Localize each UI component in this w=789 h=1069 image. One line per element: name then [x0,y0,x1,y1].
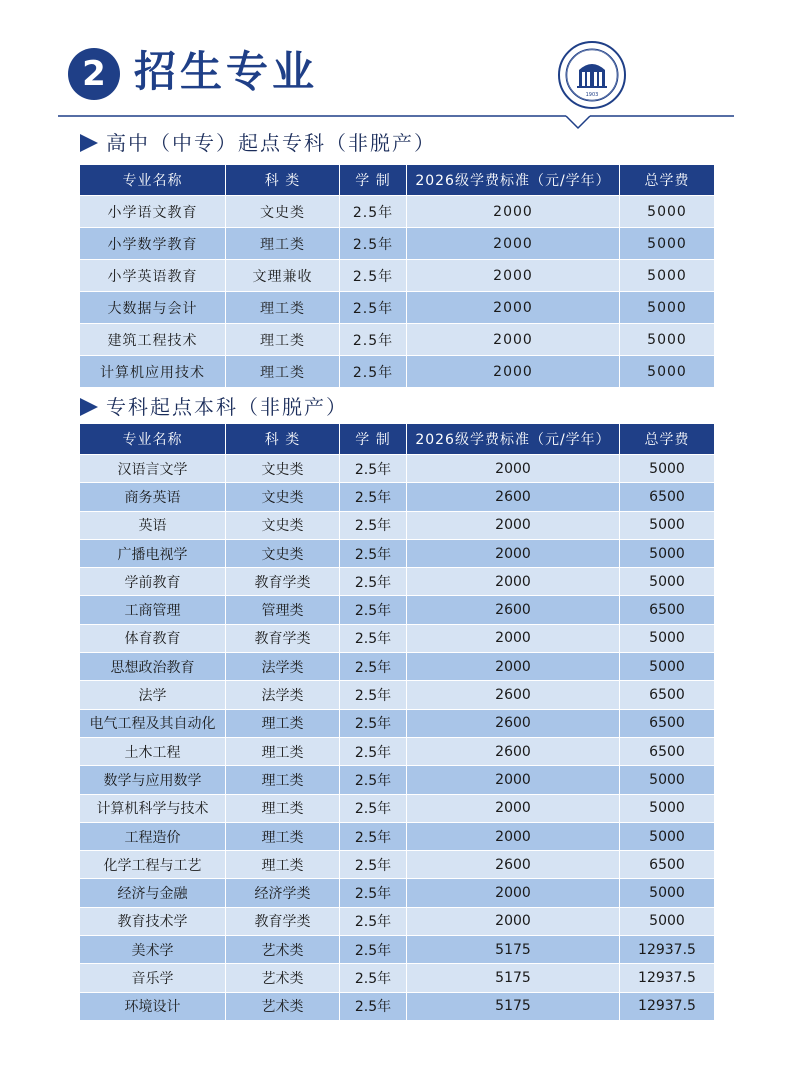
category-cell: 理工类 [226,851,340,879]
category-cell: 艺术类 [226,964,340,992]
section-heading-text: 高中（中专）起点专科（非脱产） [106,131,436,155]
table-row [80,260,714,292]
category-cell: 管理类 [226,596,340,624]
total-fee-cell: 5000 [620,324,714,356]
total-fee-cell: 12937.5 [620,964,714,992]
column-header-category: 科 类 [226,424,340,455]
duration-cell: 2.5年 [340,879,407,907]
annual-fee-cell: 2000 [407,512,620,540]
annual-fee-cell: 2600 [407,710,620,738]
column-header-duration: 学 制 [340,165,407,196]
table-row [80,356,714,388]
major-cell: 学前教育 [80,568,226,596]
total-fee-cell: 6500 [620,681,714,709]
major-cell: 计算机科学与技术 [80,795,226,823]
major-cell: 数学与应用数学 [80,766,226,794]
category-cell: 经济学类 [226,879,340,907]
category-cell: 法学类 [226,681,340,709]
total-fee-cell: 5000 [620,292,714,324]
section-heading-text: 专科起点本科（非脱产） [106,395,348,419]
major-cell: 小学英语教育 [80,260,226,292]
category-cell: 理工类 [226,738,340,766]
annual-fee-cell: 2000 [407,908,620,936]
category-cell: 艺术类 [226,993,340,1021]
duration-cell: 2.5年 [340,625,407,653]
triangle-bullet-icon [80,398,98,416]
major-cell: 经济与金融 [80,879,226,907]
major-cell: 音乐学 [80,964,226,992]
major-cell: 美术学 [80,936,226,964]
table-row [80,908,714,936]
annual-fee-cell: 2000 [407,292,620,324]
total-fee-cell: 5000 [620,356,714,388]
duration-cell: 2.5年 [340,681,407,709]
column-header-annual-fee: 2026级学费标准（元/学年） [407,424,620,455]
annual-fee-cell: 2600 [407,851,620,879]
major-cell: 化学工程与工艺 [80,851,226,879]
table-row [80,851,714,879]
category-cell: 文史类 [226,540,340,568]
category-cell: 理工类 [226,324,340,356]
duration-cell: 2.5年 [340,324,407,356]
annual-fee-cell: 2000 [407,625,620,653]
total-fee-cell: 5000 [620,766,714,794]
annual-fee-cell: 2000 [407,455,620,483]
major-cell: 广播电视学 [80,540,226,568]
total-fee-cell: 6500 [620,851,714,879]
annual-fee-cell: 2000 [407,568,620,596]
annual-fee-cell: 2000 [407,823,620,851]
table-row [80,795,714,823]
duration-cell: 2.5年 [340,738,407,766]
category-cell: 艺术类 [226,936,340,964]
total-fee-cell: 5000 [620,823,714,851]
total-fee-cell: 5000 [620,908,714,936]
annual-fee-cell: 5175 [407,993,620,1021]
table-row [80,540,714,568]
total-fee-cell: 5000 [620,625,714,653]
page-header [0,0,789,140]
category-cell: 教育学类 [226,568,340,596]
total-fee-cell: 5000 [620,540,714,568]
category-cell: 文史类 [226,483,340,511]
table-row [80,738,714,766]
major-cell: 商务英语 [80,483,226,511]
duration-cell: 2.5年 [340,356,407,388]
duration-cell: 2.5年 [340,766,407,794]
annual-fee-cell: 2000 [407,260,620,292]
annual-fee-cell: 5175 [407,964,620,992]
annual-fee-cell: 2000 [407,228,620,260]
column-header-total-fee: 总学费 [620,165,714,196]
total-fee-cell: 5000 [620,653,714,681]
category-cell: 文理兼收 [226,260,340,292]
triangle-bullet-icon [80,134,98,152]
section-heading-associate [80,128,436,158]
table-row [80,710,714,738]
total-fee-cell: 5000 [620,196,714,228]
major-cell: 计算机应用技术 [80,356,226,388]
category-cell: 理工类 [226,766,340,794]
annual-fee-cell: 2600 [407,596,620,624]
major-cell: 小学数学教育 [80,228,226,260]
total-fee-cell: 5000 [620,228,714,260]
column-header-total-fee: 总学费 [620,424,714,455]
annual-fee-cell: 2000 [407,324,620,356]
total-fee-cell: 5000 [620,795,714,823]
total-fee-cell: 5000 [620,260,714,292]
table-row [80,292,714,324]
annual-fee-cell: 2000 [407,795,620,823]
table-row [80,993,714,1021]
table-body [80,455,714,1021]
table-row [80,483,714,511]
duration-cell: 2.5年 [340,851,407,879]
major-cell: 环境设计 [80,993,226,1021]
major-cell: 土木工程 [80,738,226,766]
category-cell: 理工类 [226,710,340,738]
column-header-duration: 学 制 [340,424,407,455]
category-cell: 理工类 [226,292,340,324]
column-header-major: 专业名称 [80,165,226,196]
total-fee-cell: 6500 [620,710,714,738]
table-row [80,596,714,624]
total-fee-cell: 5000 [620,568,714,596]
fee-table-bachelor [80,424,714,1021]
table-row [80,455,714,483]
table-row [80,879,714,907]
table-row [80,324,714,356]
table-row [80,512,714,540]
category-cell: 理工类 [226,228,340,260]
annual-fee-cell: 2000 [407,356,620,388]
duration-cell: 2.5年 [340,196,407,228]
category-cell: 文史类 [226,455,340,483]
table-row [80,228,714,260]
duration-cell: 2.5年 [340,993,407,1021]
table-row [80,823,714,851]
major-cell: 思想政治教育 [80,653,226,681]
section-number-badge: 2 [68,48,120,100]
annual-fee-cell: 2000 [407,196,620,228]
total-fee-cell: 5000 [620,512,714,540]
major-cell: 大数据与会计 [80,292,226,324]
table-row [80,568,714,596]
duration-cell: 2.5年 [340,483,407,511]
duration-cell: 2.5年 [340,795,407,823]
category-cell: 教育学类 [226,625,340,653]
total-fee-cell: 6500 [620,596,714,624]
major-cell: 工商管理 [80,596,226,624]
duration-cell: 2.5年 [340,568,407,596]
duration-cell: 2.5年 [340,908,407,936]
table-header-row [80,165,714,196]
total-fee-cell: 6500 [620,483,714,511]
annual-fee-cell: 2600 [407,738,620,766]
major-cell: 建筑工程技术 [80,324,226,356]
table-row [80,766,714,794]
annual-fee-cell: 2600 [407,483,620,511]
duration-cell: 2.5年 [340,936,407,964]
total-fee-cell: 12937.5 [620,993,714,1021]
section-heading-bachelor [80,392,348,422]
major-cell: 法学 [80,681,226,709]
logo-year: 1903 [585,92,599,98]
category-cell: 教育学类 [226,908,340,936]
duration-cell: 2.5年 [340,512,407,540]
major-cell: 电气工程及其自动化 [80,710,226,738]
major-cell: 体育教育 [80,625,226,653]
university-seal-logo [557,40,627,110]
major-cell: 小学语文教育 [80,196,226,228]
table-row [80,625,714,653]
annual-fee-cell: 2000 [407,653,620,681]
category-cell: 文史类 [226,512,340,540]
major-cell: 教育技术学 [80,908,226,936]
column-header-annual-fee: 2026级学费标准（元/学年） [407,165,620,196]
category-cell: 法学类 [226,653,340,681]
duration-cell: 2.5年 [340,260,407,292]
category-cell: 文史类 [226,196,340,228]
annual-fee-cell: 2000 [407,766,620,794]
duration-cell: 2.5年 [340,710,407,738]
column-header-major: 专业名称 [80,424,226,455]
major-cell: 英语 [80,512,226,540]
annual-fee-cell: 2000 [407,879,620,907]
fee-table-associate [80,165,714,388]
annual-fee-cell: 2600 [407,681,620,709]
table-row [80,681,714,709]
column-header-category: 科 类 [226,165,340,196]
category-cell: 理工类 [226,823,340,851]
duration-cell: 2.5年 [340,653,407,681]
table-row [80,964,714,992]
duration-cell: 2.5年 [340,823,407,851]
table-body [80,196,714,388]
duration-cell: 2.5年 [340,596,407,624]
annual-fee-cell: 2000 [407,540,620,568]
table-row [80,936,714,964]
table-row [80,196,714,228]
annual-fee-cell: 5175 [407,936,620,964]
duration-cell: 2.5年 [340,228,407,260]
total-fee-cell: 5000 [620,879,714,907]
total-fee-cell: 6500 [620,738,714,766]
page-title: 招生专业 [134,47,319,96]
category-cell: 理工类 [226,795,340,823]
total-fee-cell: 12937.5 [620,936,714,964]
major-cell: 汉语言文学 [80,455,226,483]
total-fee-cell: 5000 [620,455,714,483]
table-header-row [80,424,714,455]
category-cell: 理工类 [226,356,340,388]
duration-cell: 2.5年 [340,964,407,992]
duration-cell: 2.5年 [340,540,407,568]
duration-cell: 2.5年 [340,455,407,483]
table-row [80,653,714,681]
major-cell: 工程造价 [80,823,226,851]
duration-cell: 2.5年 [340,292,407,324]
